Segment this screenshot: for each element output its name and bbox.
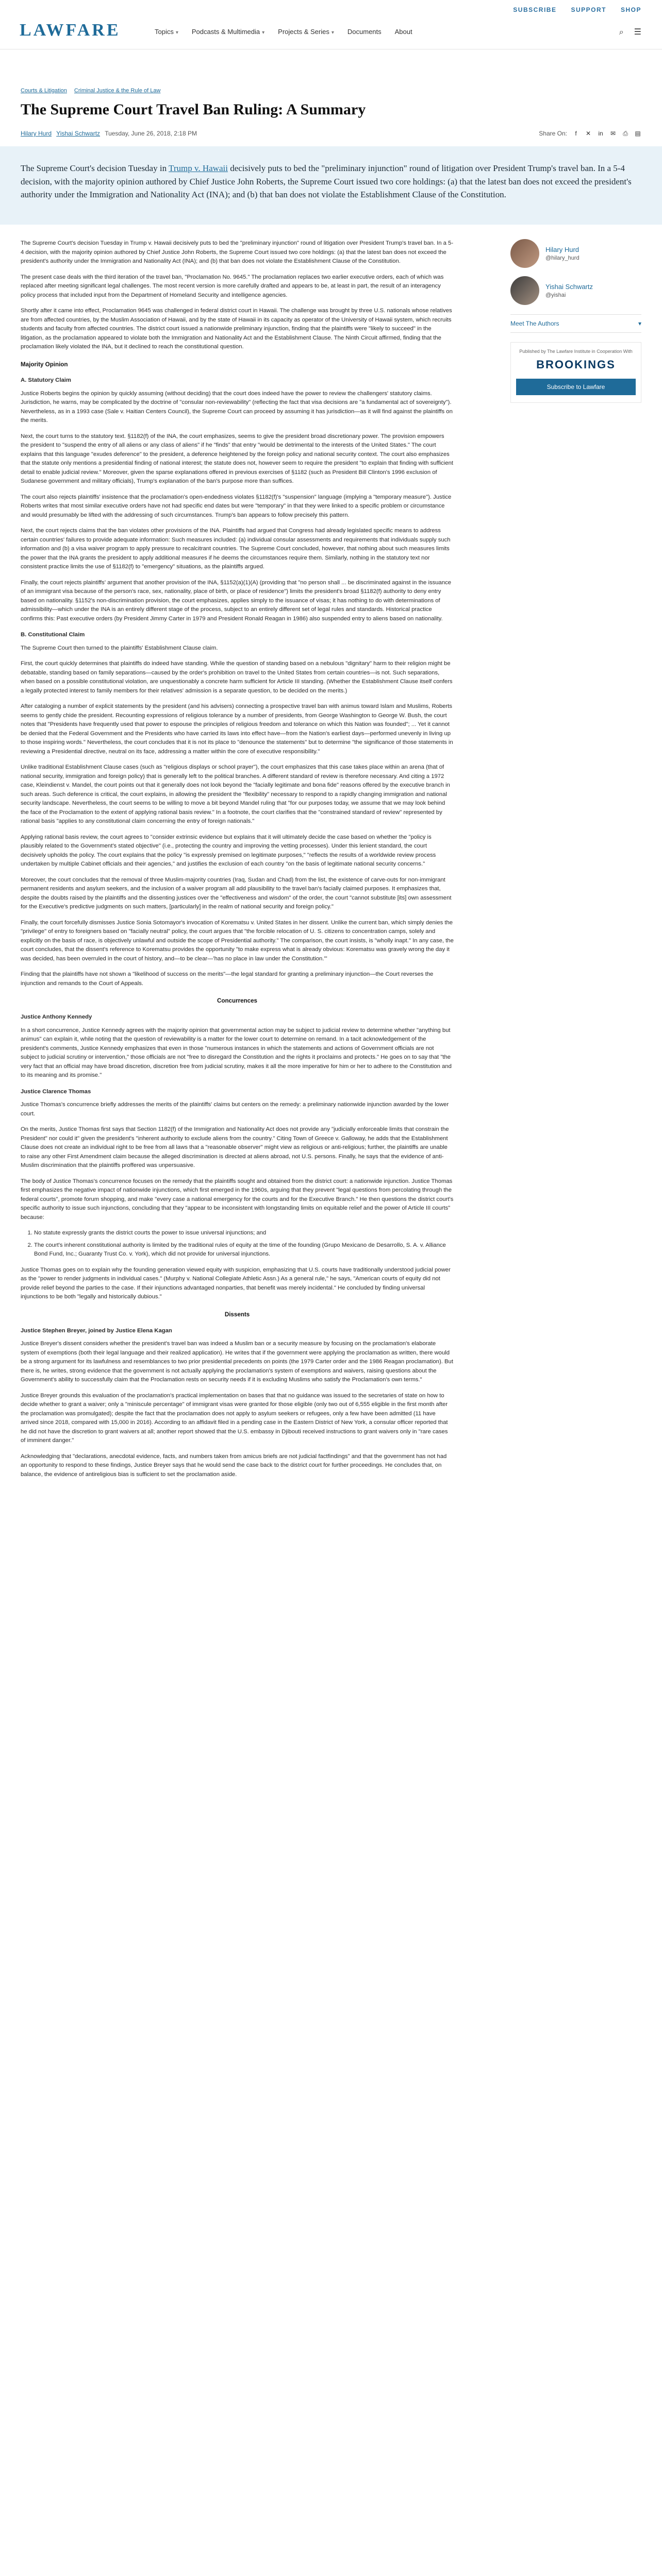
author-link[interactable]: Hilary Hurd [21, 130, 52, 137]
article-header [0, 49, 662, 137]
section-heading: Dissents [224, 1311, 250, 1318]
nav-icons [619, 27, 641, 37]
partner-box [510, 342, 641, 403]
body-paragraph: Justice Thomas's concurrence briefly addresses the merits of the plaintiffs' claims but centers on the remedy: a preliminary nationwide injunction awarded by the lower court. [21, 1101, 449, 1117]
author-name[interactable]: Hilary Hurd [545, 246, 580, 253]
case-link[interactable]: Trump v. Hawaii [169, 163, 228, 173]
body-paragraph: The court also rejects plaintiffs' insistence that the proclamation's open-endedness violates §1182(f)'s "suspension" language (implying a "temporary measure"). Justice Roberts writes that most similar executive orders have not had specific end dates but were "temporary" in that they were linked to a specific problem or circumstance and would presumably be lifted with the addressing of such circumstances. Trump's ban appears to follow precisely this pattern. [21, 494, 452, 518]
body-paragraph: Justice Breyer's dissent considers whether the president's travel ban was indeed a Muslim ban or a security measure by focusing on the proclamation's elaborate system of exemptions (both their legal language and their realized application). He writes that if the government were applying the proclamation as written, there would be a strong argument for its lawfulness and resemblances to two prior presidential precedents on points (the 1979 Carter order and the 1986 Reagan proclamation). But there is, he writes, strong evidence that the government is not actually applying the proclamation's system of exemptions and waivers, raising questions about the Government's ability to successfully claim that the Proclamation rests on security needs if it is excluding Muslims who satisfy the Proclamation's own terms." [21, 1341, 453, 1383]
search-icon[interactable]: ⌕ [619, 27, 624, 37]
author-handle[interactable]: @hilary_hurd [545, 255, 580, 261]
nav-documents[interactable]: Documents [347, 28, 382, 36]
article-meta [21, 130, 641, 137]
body-paragraph: Applying rational basis review, the court agrees to "consider extrinsic evidence but explains that it will ultimately decide the case based on whether the "policy is plausibly related to the Government's stated objective" (i.e., protecting the country and improving the vetting processes). Under this lenient standard, the court decisively upholds the policy. The court explains that the policy "is expressly premised on legitimate purposes," "reflects the results of a worldwide review process undertaken by multiple Cabinet officials and their agencies," and justifies the exclusion of each country "on the basis of legitimate national security concerns." [21, 834, 436, 868]
print-icon[interactable]: ⎙ [623, 129, 628, 137]
tag-courts[interactable]: Courts & Litigation [21, 88, 67, 94]
email-icon[interactable]: ✉ [610, 130, 616, 137]
chevron-down-icon: ▾ [331, 30, 334, 36]
meet-authors-link[interactable]: Meet The Authors ▾ [510, 314, 641, 333]
body-paragraph: Finally, the court forcefully dismisses Justice Sonia Sotomayor's invocation of Korematsu v. United States in her dissent. Unlike the current ban, which simply denies the "privilege" of entry to foreigners based on "facially neutral" policy, the court argues that "the forcible relocation of U. S. citizens to concentration camps, solely and explicitly on the basis of race, is objectively unlawful and outside the scope of Presidential authority." The comparison, the court insists, is "wholly inapt." In any case, the court concludes, that the dissent's reference to Korematsu provides the opportunity "to make express what is already obvious: Korematsu was gravely wrong the day it was decided, has been overruled in the court of history, and—to be clear—'has no place in law under the Constitution.'" [21, 919, 454, 962]
author-handle[interactable]: @yishai [545, 292, 566, 298]
author-card[interactable] [510, 276, 641, 305]
numbered-list [21, 1229, 454, 1259]
body-paragraph: Next, the court turns to the statutory text. §1182(f) of the INA, the court emphasizes, seems to give the president broad discretionary power. The provision empowers the president to "suspend the entry of all aliens or any class of aliens" if he "finds" that entry "would be detrimental to the interests of the United States." The court explains that this language "exudes deference" to the president, a deference heightened by the foreign policy and national security context. The court also emphasizes that the statute only mentions a presidential finding of national interest; the statute does not, however seem to require the president "to explain that finding with sufficient detail to enable judicial review." Moreover, given the sparse explanations offered in previous exercises of §1182 (such as President Bill Clinton's 1996 exclusion of Sudanese government and military officials), Trump's explanation of the ban's purpose more than suffices. [21, 433, 454, 485]
body-paragraph: Finding that the plaintiffs have not shown a "likelihood of success on the merits"—the legal standard for granting a preliminary injunction—the Court reverses the injunction and remands to the Court of Appeals. [21, 971, 434, 987]
body-paragraph: Shortly after it came into effect, Proclamation 9645 was challenged in federal district court in Hawaii. The challenge was brought by three U.S. nationals whose relatives are from affected countries, by the Muslim Association of Hawaii, and by the state of Hawaii in its capacity as operator of the University of Hawaii system, which recruits students and faculty from affected countries. The district court issued a nationwide preliminary injunction, finding that the plaintiffs were "likely to succeed" in the litigation, as the proclamation appeared to violate both the Immigration and Nationality Act and the Establishment Clause. The Ninth Circuit affirmed, finding that the proclamation likely violated the INA, but it declined to reach the constitutional question. [21, 308, 452, 350]
body-paragraph: The Supreme Court then turned to the plaintiffs' Establishment Clause claim. [21, 645, 218, 651]
body-paragraph: Justice Roberts begins the opinion by quickly assuming (without deciding) that the court does indeed have the power to review the challengers' statutory claims. Jurisdiction, he warns, may be complicated by the doctrine of "consular non-reviewability" (reflecting the fact that visa decisions are "a fundamental act of sovereignty"). Nevertheless, as in a 1993 case (Sale v. Haitian Centers Council), the Supreme Court can proceed by assuming it has jurisdiction—as it will find against the plaintiffs on the merits. [21, 390, 453, 424]
body-paragraph: The present case deals with the third iteration of the travel ban, "Proclamation No. 9645." The proclamation replaces two earlier executive orders, each of which was replaced after meeting significant legal challenges. The most recent version is more carefully drafted and appears to be, at least in part, the result of an interagency policy process that included input from the Department of Homeland Security and intelligence agencies. [21, 274, 444, 298]
author-card[interactable] [510, 239, 641, 268]
site-logo[interactable]: LAWFARE [20, 21, 121, 40]
list-item: 1. No statute expressly grants the district courts the power to issue universal injunctions; and [34, 1229, 454, 1238]
section-heading: Majority Opinion [21, 361, 68, 368]
body-paragraph: Finally, the court rejects plaintiffs' argument that another provision of the INA, §1152(a)(1)(A) (providing that "no person shall ... be discriminated against in the issuance of an immigrant visa because of the person's race, sex, nationality, place of birth, or place of residence") limits the president's broad §1182(f) authority to deny entry based on nationality. §1152's non-discrimination provision, the court emphasizes, applies simply to the issuance of visas; it has nothing to do with determinations of admissibility—which under the INA is an entirely different stage of the process, subject to an entirely different set of legal rules and standards. Historical practice confirms this: Past executive orders (by President Jimmy Carter in 1979 and President Ronald Reagan in 1986) also suspended entry to aliens based on nationality. [21, 579, 452, 622]
top-navigation [0, 0, 662, 49]
menu-icon[interactable]: ☰ [634, 27, 641, 37]
linkedin-icon[interactable]: in [598, 130, 603, 137]
share-bar [539, 130, 641, 137]
subsection-heading: Justice Stephen Breyer, joined by Justice Elena Kagan [21, 1327, 172, 1334]
main-nav [155, 28, 412, 36]
sidebar [510, 239, 641, 403]
x-icon[interactable]: ✕ [585, 130, 591, 137]
body-paragraph: After cataloging a number of explicit statements by the president (and his advisers) connecting a prospective travel ban with animus toward Islam and Muslims, Roberts seems to gently chide the president. Recounting expressions of religious tolerance by a number of presidents, from George Washington to George W. Bush, the court notes that "Presidents have frequently used that power to espouse the principles of religious freedom and tolerance on which this Nation was founded"; ... Yet it cannot be denied that the Federal Government and the Presidents who have carried its laws into effect have—from the Nation's earliest days—performed unevenly in living up to those inspiring words." Nevertheless, the court concludes that it is not its place to "denounce the statements" but to determine "the significance of those statements in reviewing a Presidential directive, neutral on its face, addressing a matter within the core of executive responsibility." [21, 703, 453, 755]
nav-topics[interactable]: Topics ▾ [155, 28, 178, 36]
section-heading: Concurrences [217, 997, 257, 1005]
subscribe-link[interactable]: SUBSCRIBE [513, 6, 557, 13]
byline [21, 130, 197, 137]
support-link[interactable]: SUPPORT [571, 6, 606, 13]
subsection-heading: Justice Anthony Kennedy [21, 1014, 92, 1021]
chevron-down-icon: ▾ [262, 30, 265, 36]
chevron-down-icon: ▾ [175, 30, 178, 36]
nav-projects[interactable]: Projects & Series ▾ [278, 28, 334, 36]
nav-about[interactable]: About [394, 28, 412, 36]
share-label: Share On: [539, 130, 567, 137]
shop-link[interactable]: SHOP [620, 6, 641, 13]
body-paragraph: The Supreme Court's decision Tuesday in Trump v. Hawaii decisively puts to bed the "preliminary injunction" round of litigation over President Trump's travel ban. In a 5-4 decision, with the majority opinion authored by Chief Justice John Roberts, the Supreme Court issued two core holdings: (a) that the latest ban does not exceed the president's authority under the Immigration and Nationality Act (INA); and (b) that ban does not violate the Establishment Clause of the Constitution. [21, 240, 454, 264]
chevron-down-icon: ▾ [638, 320, 641, 327]
subsection-heading: Justice Clarence Thomas [21, 1088, 91, 1095]
tag-criminal-justice[interactable]: Criminal Justice & the Rule of Law [74, 88, 161, 94]
body-paragraph: Justice Thomas goes on to explain why the founding generation viewed equity with suspicion, emphasizing that U.S. courts have traditionally understood judicial power as the "power to render judgments in individual cases." (Murphy v. National Collegiate Athletic Assn.) As a general rule," he says, "American courts of equity did not provide relief beyond the parties to the case. If their injunctions advantaged nonparties, that benefit was merely incidental." He concluded by finding universal injunctions to be both "legally and historically dubious." [21, 1266, 451, 1300]
nav-podcasts[interactable]: Podcasts & Multimedia ▾ [191, 28, 265, 36]
article-title: The Supreme Court Travel Ban Ruling: A Summary [21, 101, 366, 118]
list-item: 2. The court's inherent constitutional authority is limited by the traditional rules of equity at the time of the founding (Grupo Mexicano de Desarrollo, S. A. v. Alliance Bond Fund, Inc.; Guaranty Trust Co. v. York), which did not provide for universal injunctions. [34, 1241, 454, 1259]
body-paragraph: The body of Justice Thomas's concurrence focuses on the remedy that the plaintiffs sought and obtained from the district court: a nationwide injunction. Justice Thomas first emphasizes the negative impact of nationwide injunctions, which first emerged in the 1960s, arguing that they prevent "legal questions from percolating through the federal courts", promote forum shopping, and make "every case a national emergency for the courts and for the Executive Branch." He then questions the district court's specific authority to issue such injunctions, concluding that they "appear to be inconsistent with longstanding limits on equitable relief and the power of Article III courts" because: [21, 1178, 454, 1221]
body-paragraph: Moreover, the court concludes that the removal of three Muslim-majority countries (Iraq, Sudan and Chad) from the list, the existence of carve-outs for non-immigrant permanent residents and asylum seekers, and the inclusion of a waiver program all add plausibility to the travel ban's facially claimed purposes. It emphasizes that, despite the doubts raised by the plaintiffs and the dissenting justices over the "effectiveness and wisdom" of the order, the court "cannot substitute [its] own assessment for the Executive's predictive judgments on such matters, [particularly] in the realm of national security and foreign policy." [21, 876, 452, 910]
body-paragraph: Acknowledging that "declarations, anecdotal evidence, facts, and numbers taken from amicus briefs are not judicial factfindings" and that the government has not had an opportunity to respond to these findings, Justice Breyer says that he would send the case back to the district court for further proceedings. He concludes that, on balance, the evidence of antireligious bias is sufficient to set the proclamation aside. [21, 1453, 447, 1478]
subscribe-button[interactable]: Subscribe to Lawfare [516, 379, 636, 395]
facebook-icon[interactable]: f [575, 130, 577, 137]
author-link[interactable]: Yishai Schwartz [56, 130, 101, 137]
body-paragraph: On the merits, Justice Thomas first says that Section 1182(f) of the Immigration and Nationality Act does not provide any "judicially enforceable limits that constrain the President" nor could it" given the president's "inherent authority to exclude aliens from the country." Citing Town of Greece v. Galloway, he adds that the Establishment Clause does not create an individual right to be free from all laws that a "reasonable observer" might view as religious or anti-religious; further, the plaintiffs are unable to raise any other First Amendment claim because the alleged discrimination is directed at aliens abroad, not U.S. persons. Finally, he says that the evidence of anti-Muslim discrimination that the plaintiffs proffered was unpersuasive. [21, 1126, 449, 1169]
lead-summary [0, 146, 662, 225]
pdf-icon[interactable]: ▤ [635, 130, 641, 137]
subsection-heading: A. Statutory Claim [21, 377, 71, 384]
body-paragraph: Justice Breyer grounds this evaluation of the proclamation's practical implementation on bases that that no guidance was issued to the secretaries of state on how to decide whether to grant a waiver; only a "miniscule percentage" of immigrant visas were granted for those eligible (only two out of 6,555 eligible in the first month after the proclamation was promulgated); despite the fact that the proclamation does not apply to asylum seekers or refugees, only a few have been admitted (11 have arrived since 2018, compared with 15,000 in 2016). According to an affidavit filed in a pending case in the Eastern District of New York, a consular officer reported that he did not have the discretion to grant waivers at all; another report showed that the U.S. embassy in Djibouti received instructions to grant waivers only in "rare cases of imminent danger." [21, 1392, 448, 1444]
body-paragraph: In a short concurrence, Justice Kennedy agrees with the majority opinion that governmental action may be subject to judicial review to determine whether "anything but animus" can explain it, while noting that the question of reviewability is a matter for the lower court to determine on remand. In a tacit acknowledgement of the president's comments, Justice Kennedy emphasizes that even in those "numerous instances in which the statements and actions of Government officials are not subject to judicial scrutiny or intervention," those officials are not "free to disregard the Constitution and the rights it proclaims and protects." He goes on to say that "the very fact that an official may have broad discretion, discretion free from judicial scrutiny, makes it all the more imperative for him or her to adhere to the Constitution and to its meaning and its promise." [21, 1027, 452, 1079]
body-paragraph: Unlike traditional Establishment Clause cases (such as "religious displays or school prayer"), the court emphasizes that this case takes place within an arena (that of national security, immigration and foreign policy) that is generally left to the political branches. A different standard of review is therefore necessary. And citing a 1972 case, Kleindienst v. Mandel, the court points out that it generally does not look beyond the "facially legitimate and bona fide" reasons offered by the executive branch in such areas. Such deference is critical, the court explains, in allowing the president the "flexibility" necessary to respond to a rapidly changing immigration and national security landscape. Nevertheless, the court seems to be willing to move a bit beyond Mandel ruling that "for our purposes today, we assume that we may look behind the face of the Proclamation to the extent of applying rational basis review." In a footnote, the court clarifies that the "constrained standard of review" represented by rational basis "applies to any constitutional claim concerning the entry of foreign nationals." [21, 764, 450, 825]
avatar [510, 239, 539, 268]
article-body [21, 239, 454, 1486]
article-tags [21, 88, 641, 94]
partner-text: Published by The Lawfare Institute in Cooperation With [519, 349, 633, 354]
lead-paragraph: The Supreme Court's decision Tuesday in Trump v. Hawaii decisively puts to bed the "preliminary injunction" round of litigation over President Trump's travel ban. In a 5-4 decision, with the majority opinion authored by Chief Justice John Roberts, the Supreme Court issued two core holdings: (a) that the latest ban does not exceed the president's authority under the Immigration and Nationality Act (INA); and (b) that ban does not violate the Establishment Clause of the Constitution. [21, 163, 632, 199]
body-paragraph: First, the court quickly determines that plaintiffs do indeed have standing. While the question of standing based on a nebulous "dignitary" harm to their religion might be debatable, standing based on family separations—caused by the order's prohibition on travel to the United States from certain countries—is not. Such separations, when based on a possible constitutional violation, are unquestionably a concrete harm sufficient for Article III standing. (Whether the Establishment Clause itself confers a legally protected interest to family members for their relatives' admission is a separate question, to be decided on the merits.) [21, 660, 453, 694]
utility-links [513, 6, 641, 13]
brookings-logo[interactable]: BROOKINGS [536, 358, 616, 371]
body-paragraph: Next, the court rejects claims that the ban violates other provisions of the INA. Plaintiffs had argued that Congress had already legislated specific means to address certain countries' failures to provide adequate information: Such measures included: (a) individual consular assessments and requirements that individuals supply such information and (b) a visa waiver program to apply pressure to recalcitrant countries. The Supreme Court concluded, however, that nothing about such measures limits the power that the INA grants the president to apply additional measures if he deems the circumstances require them. Similarly, nothing in the statutory text nor consistent practice limits the use of §1182(f) to "emergency" situations, as the plaintiffs argued. [21, 528, 451, 570]
avatar [510, 276, 539, 305]
article-body-wrapper [0, 225, 662, 1486]
subsection-heading: B. Constitutional Claim [21, 632, 85, 638]
publish-date: Tuesday, June 26, 2018, 2:18 PM [105, 130, 197, 137]
author-name[interactable]: Yishai Schwartz [545, 283, 593, 291]
